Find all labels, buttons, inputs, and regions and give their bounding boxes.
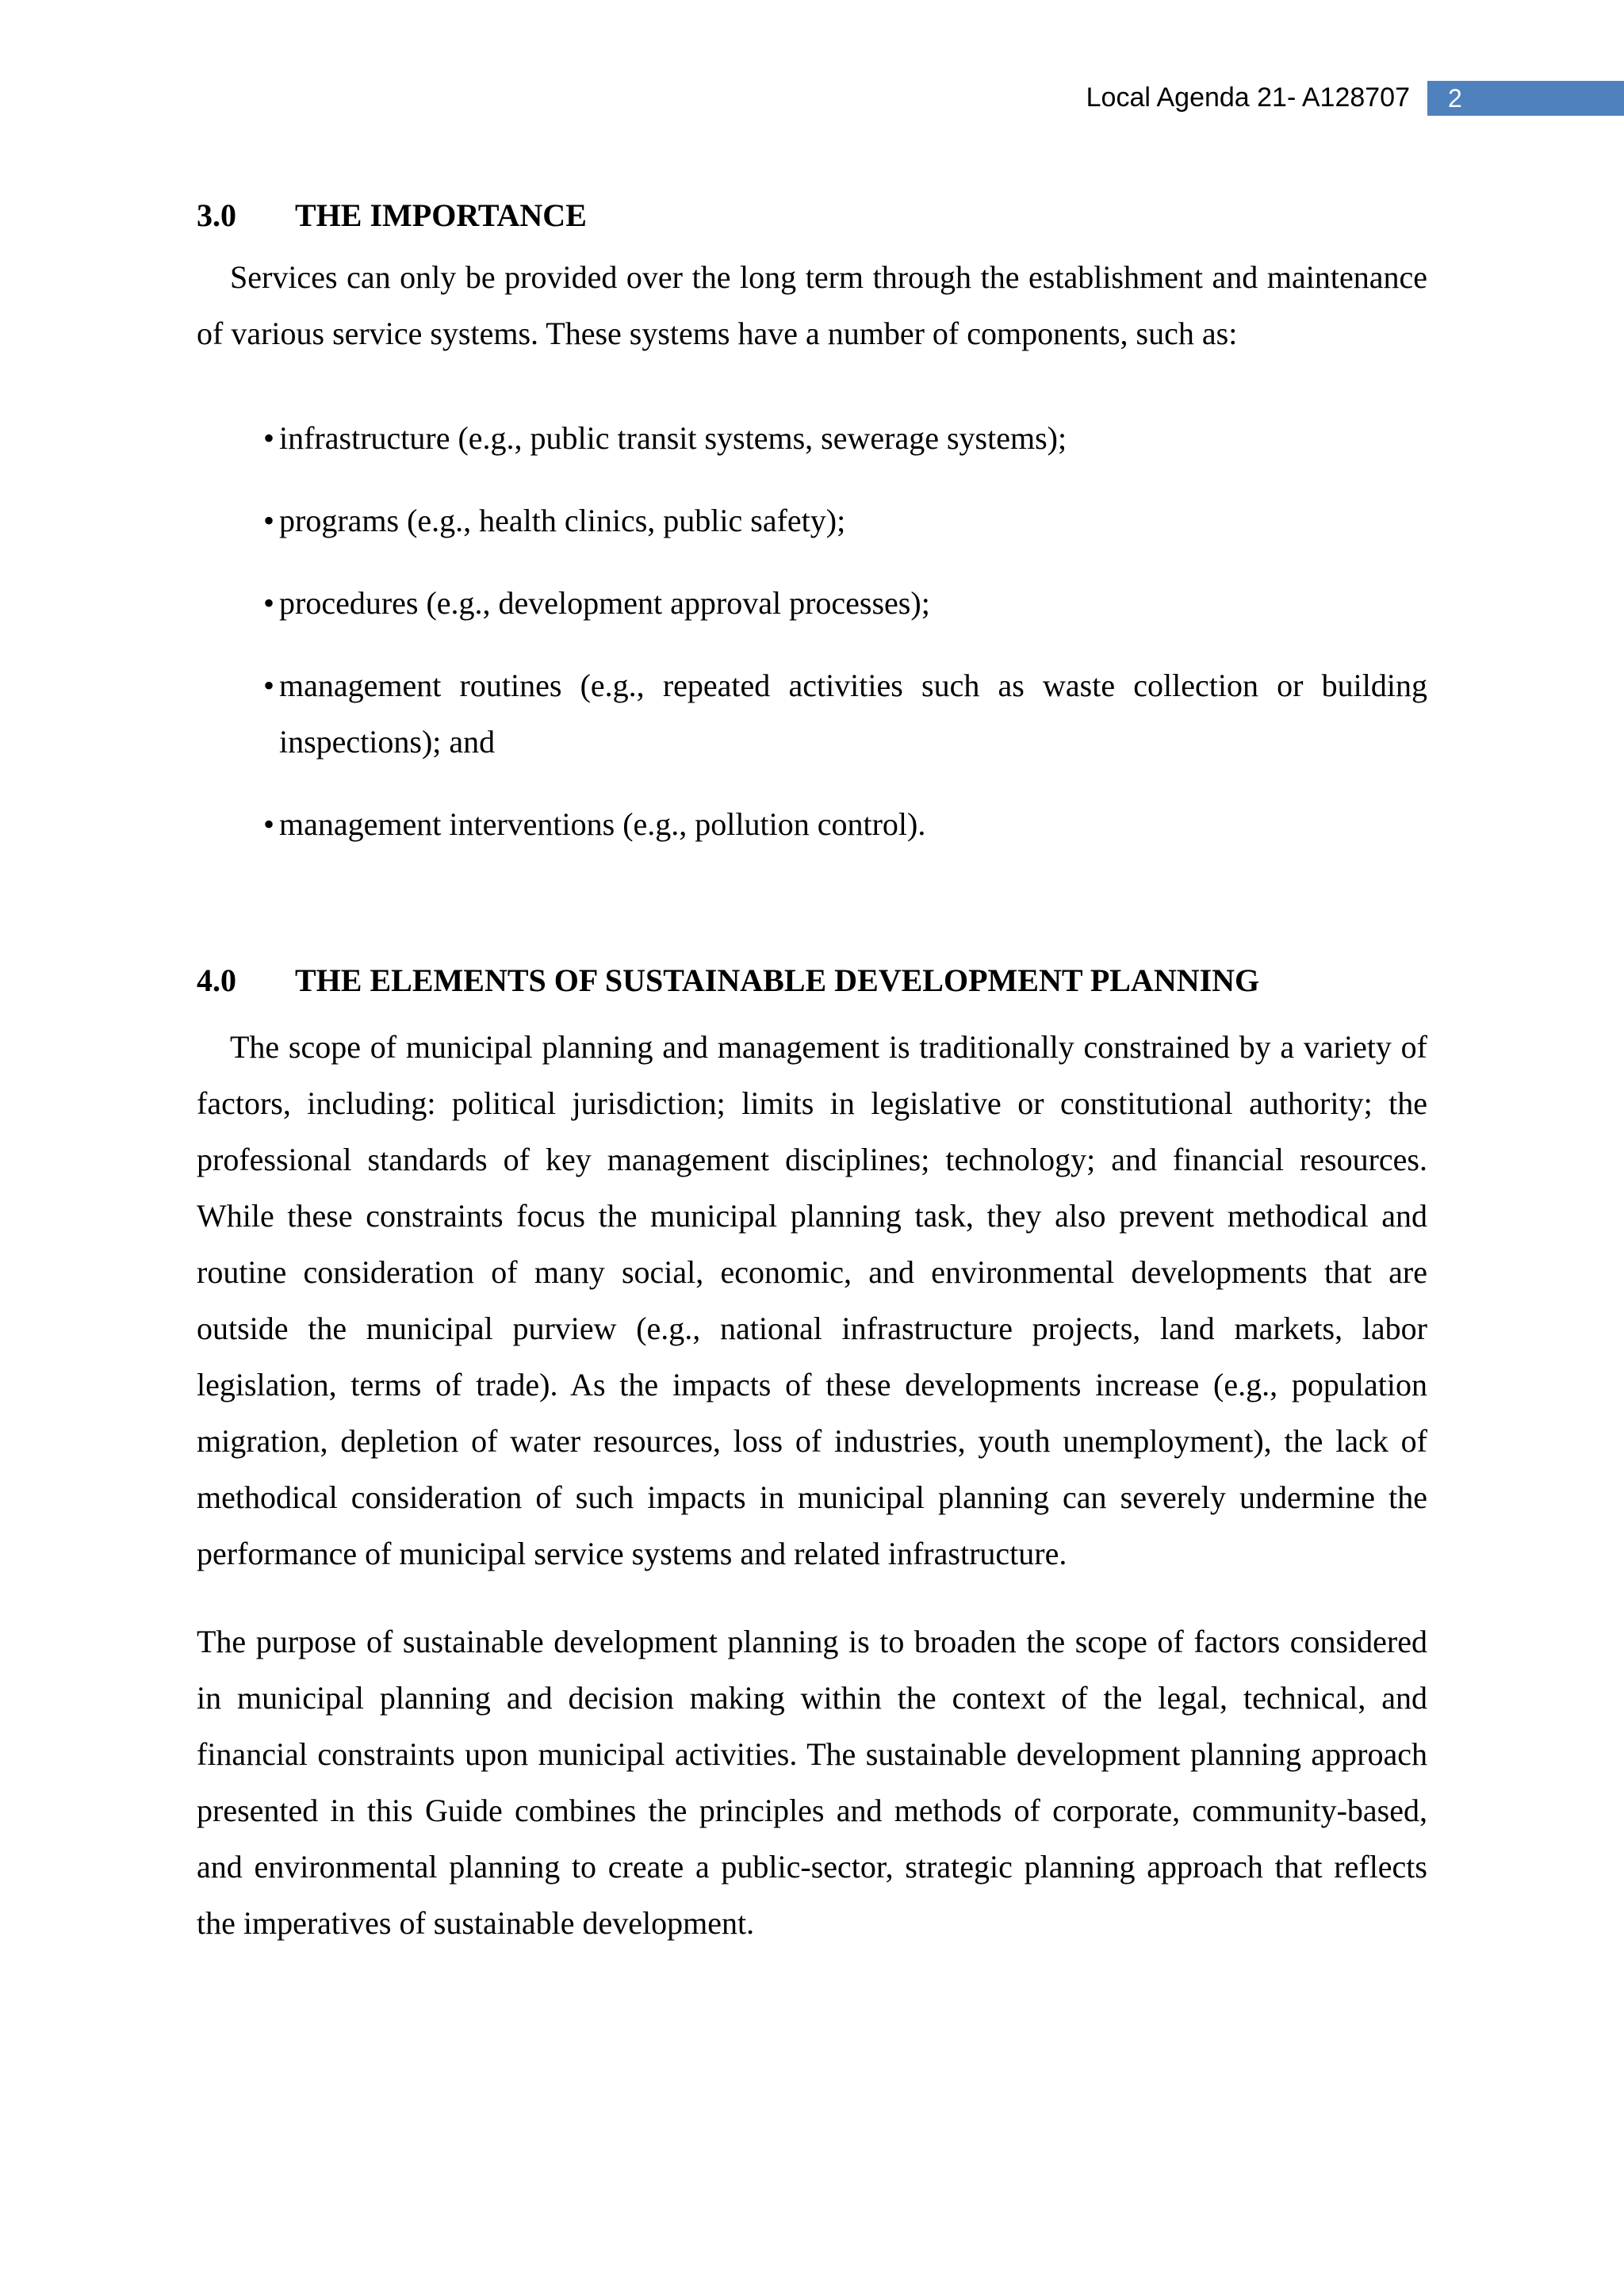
section-heading-3 (197, 182, 1427, 249)
list-item: • programs (e.g., health clinics, public safety); (263, 492, 1427, 549)
section-number: 3.0 (197, 197, 236, 233)
section-number: 4.0 (197, 962, 236, 998)
section-title: THE IMPORTANCE (295, 197, 587, 233)
bullet-icon: • (263, 503, 275, 538)
bullet-icon: • (263, 585, 275, 621)
section-3-intro: Services can only be provided over the long term through the establishment and maintenance of various service systems. These systems have a number of components, such as: (197, 259, 1427, 351)
list-item: • management routines (e.g., repeated activities such as waste collection or building inspections); and (263, 657, 1427, 770)
list-item: • infrastructure (e.g., public transit systems, sewerage systems); (263, 410, 1427, 466)
section-title: THE ELEMENTS OF SUSTAINABLE DEVELOPMENT PLANNING (295, 962, 1260, 998)
section-4-paragraph: The purpose of sustainable development planning is to broaden the scope of factors considered in municipal planning and decision making within the context of the legal, technical, and financial constraints upon municipal activities. The sustainable development planning approach presented in this Guide combines the principles and methods of corporate, community-based, and environmental planning to create a public-sector, strategic planning approach that reflects the imperatives of sustainable development. (197, 1624, 1427, 1941)
list-item: • management interventions (e.g., pollution control). (263, 796, 1427, 852)
header-title: Local Agenda 21- A128707 (1086, 82, 1410, 113)
component-list (197, 410, 1427, 852)
page-number-badge: 2 (1427, 81, 1624, 116)
document-body (197, 182, 1427, 1951)
page-header (0, 79, 1624, 116)
bullet-icon: • (263, 668, 275, 703)
bullet-icon: • (263, 420, 275, 456)
section-4-paragraph: The scope of municipal planning and management is traditionally constrained by a variety of factors, including: political jurisdiction; limits in legislative or constitutional authority; the professional standards of key management disciplines; technology; and financial resources. While these constraints focus the municipal planning task, they also prevent methodical and routine consideration of many social, economic, and environmental developments that are outside the municipal purview (e.g., national infrastructure projects, land markets, labor legislation, terms of trade). As the impacts of these developments increase (e.g., population migration, depletion of water resources, loss of industries, youth unemployment), the lack of methodical consideration of such impacts in municipal planning can severely undermine the performance of municipal service systems and related infrastructure. (197, 1029, 1427, 1571)
bullet-icon: • (263, 806, 275, 842)
list-item: • procedures (e.g., development approval processes); (263, 575, 1427, 631)
section-heading-4 (197, 947, 1427, 1014)
